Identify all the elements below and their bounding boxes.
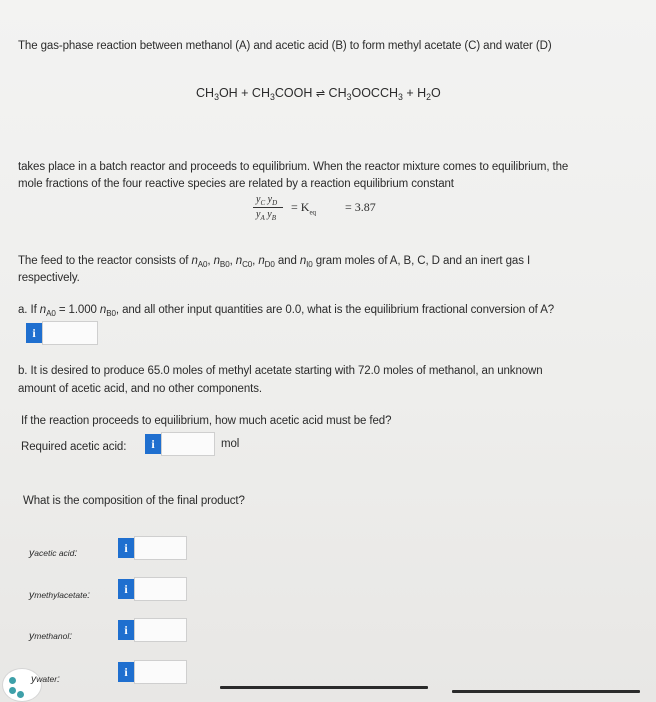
keq-fraction-line bbox=[253, 207, 283, 208]
unit-mol: mol bbox=[221, 438, 240, 450]
part-a-question: a. If $n_{A0} = 1.000$ $n_{B0}$, and all other input quantities are 0.0, what is the equilibrium fractional conversion of A? bbox=[18, 304, 555, 318]
scroll-indicator bbox=[220, 686, 428, 689]
feed-text-2: respectively. bbox=[18, 272, 80, 284]
info-icon[interactable]: i bbox=[118, 579, 134, 599]
feed-text-1: The feed to the reactor consists of $n_{A0}$, $n_{B0}$, $n_{C0}$, $n_{D0}$ and $n_{I0}$ gram moles of A, B, C, D and an inert gas I bbox=[18, 255, 531, 269]
required-acid-label: Required acetic acid: bbox=[21, 441, 127, 453]
y-methanol-label: ymethanol: bbox=[29, 630, 73, 642]
info-icon[interactable]: i bbox=[118, 538, 134, 558]
y-methylacetate-input[interactable] bbox=[134, 577, 187, 601]
home-indicator bbox=[452, 690, 640, 693]
y-methylacetate-label: ymethylacetate: bbox=[29, 589, 91, 601]
info-icon[interactable]: i bbox=[118, 620, 134, 640]
y-acetic-acid-input[interactable] bbox=[134, 536, 187, 560]
part-a-answer-input[interactable] bbox=[42, 321, 98, 345]
keq-symbol: = $K_{eq}$ bbox=[291, 200, 317, 217]
part-b-text-1: b. It is desired to produce 65.0 moles of methyl acetate starting with 72.0 moles of methanol, an unknown bbox=[18, 365, 543, 377]
intro-text: The gas-phase reaction between methanol (A) and acetic acid (B) to form methyl acetate (C) and water (D) bbox=[18, 40, 552, 52]
keq-value: = 3.87 bbox=[345, 200, 376, 214]
keq-numerator: $y_C$ $y_D$ bbox=[256, 194, 278, 207]
help-dot-icon bbox=[9, 687, 16, 694]
help-dot-icon bbox=[9, 677, 16, 684]
composition-question: What is the composition of the final product? bbox=[23, 495, 245, 507]
part-b-text-2: amount of acetic acid, and no other components. bbox=[18, 383, 262, 395]
y-methanol-input[interactable] bbox=[134, 618, 187, 642]
acetic-acid-question: If the reaction proceeds to equilibrium, how much acetic acid must be fed? bbox=[21, 415, 392, 427]
info-icon[interactable]: i bbox=[145, 434, 161, 454]
equilibrium-text-2: mole fractions of the four reactive species are related by a reaction equilibrium constant bbox=[18, 178, 454, 190]
acetic-acid-input[interactable] bbox=[161, 432, 215, 456]
y-water-input[interactable] bbox=[134, 660, 187, 684]
equilibrium-text-1: takes place in a batch reactor and proceeds to equilibrium. When the reactor mixture comes to equilibrium, the bbox=[18, 161, 569, 173]
y-water-label: ywater: bbox=[31, 673, 60, 685]
keq-denominator: $y_A$ $y_B$ bbox=[256, 209, 276, 222]
info-icon[interactable]: i bbox=[118, 662, 134, 682]
reaction-equation: $CH_3OH$ + $CH_3COOH$ ⇌ $CH_3OOCCH_3 + H_2O$ bbox=[196, 86, 441, 102]
y-acetic-acid-label: yacetic acid: bbox=[29, 547, 78, 559]
info-icon[interactable]: i bbox=[26, 323, 42, 343]
help-dot-icon bbox=[17, 691, 24, 698]
